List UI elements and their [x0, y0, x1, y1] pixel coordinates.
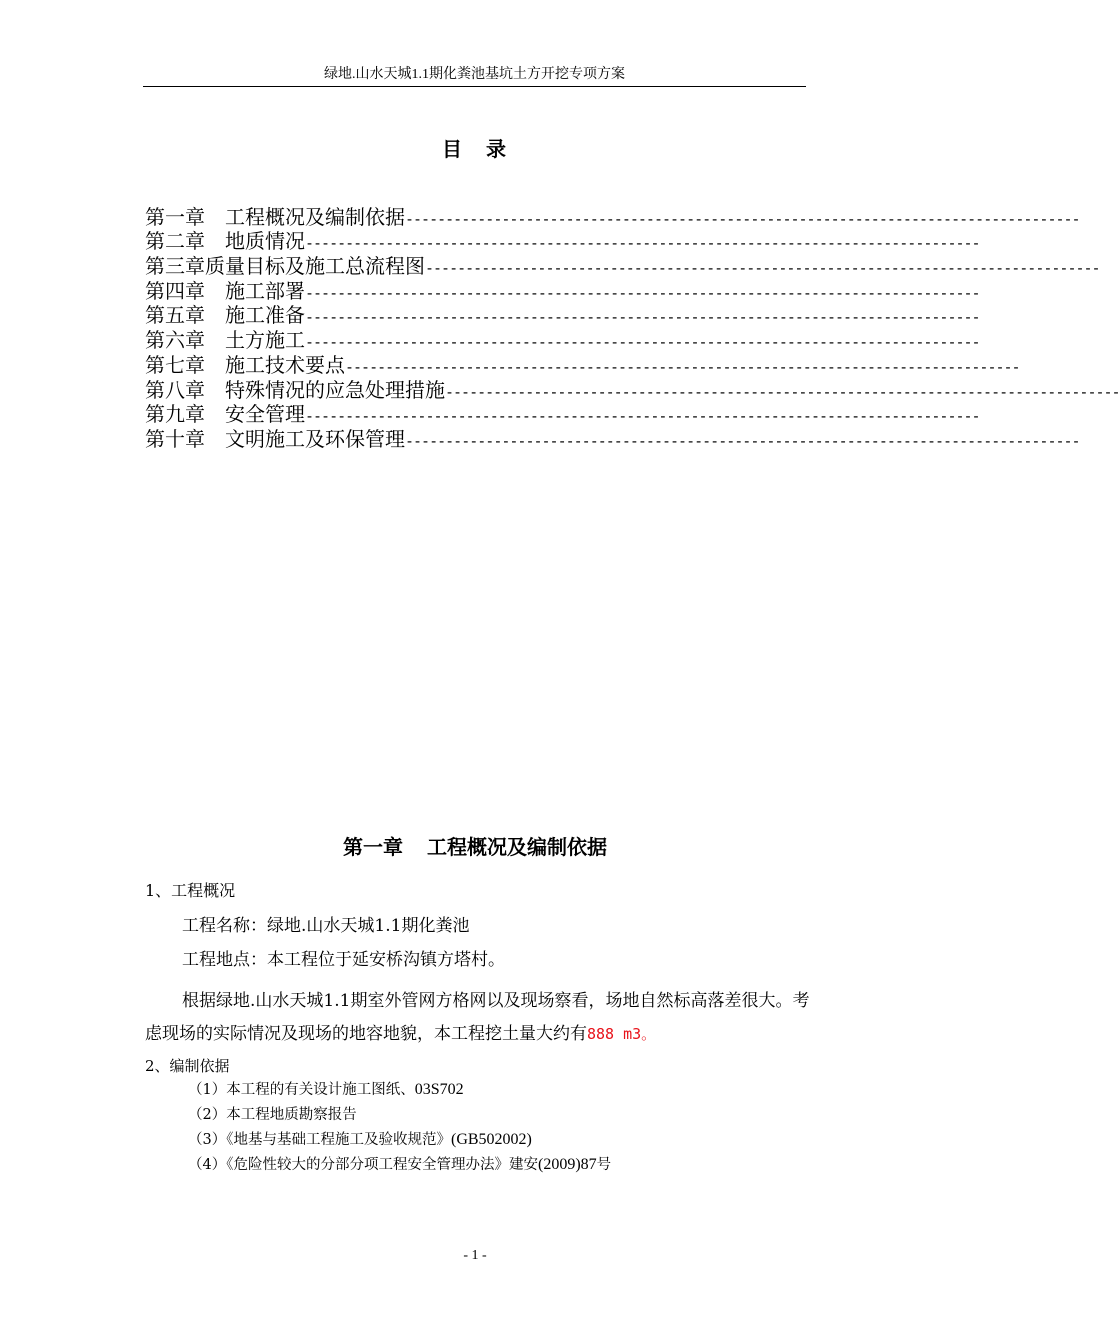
toc-sep [205, 402, 225, 426]
reference-text: （4）《危险性较大的分部分项工程安全管理办法》建安 [188, 1157, 538, 1173]
reference-code: (GB502002) [450, 1131, 532, 1148]
toc-entry[interactable] [145, 303, 980, 328]
toc-leader: ------------------------------------------------------------------------------------ [305, 308, 980, 327]
toc-sep [205, 205, 225, 229]
toc-chapter: 第十章 [145, 426, 205, 451]
section-heading: 2、编制依据 [145, 1057, 230, 1075]
page-header [143, 66, 806, 87]
toc-name: 地质情况 [225, 229, 305, 254]
toc-entry[interactable] [145, 352, 1020, 377]
toc-name: 施工技术要点 [225, 352, 345, 377]
project-name: 工程名称：绿地.山水天城1.1期化粪池 [182, 916, 470, 936]
toc-sep [205, 353, 225, 377]
reference-code: 03S702 [414, 1081, 464, 1098]
toc-entry[interactable] [145, 278, 980, 303]
toc-chapter: 第八章 [145, 377, 205, 402]
reference-text: （2）本工程地质勘察报告 [188, 1107, 357, 1123]
toc-chapter: 第七章 [145, 352, 205, 377]
toc-chapter: 第六章 [145, 328, 205, 353]
reference-item [188, 1106, 357, 1124]
toc-title-part: 目 [442, 137, 464, 161]
reference-text: （1）本工程的有关设计施工图纸、 [188, 1082, 415, 1098]
toc-sep [205, 279, 225, 303]
reference-code: (2009)87 [537, 1156, 597, 1173]
overview-paragraph [145, 985, 810, 1051]
chapter-name: 工程概况及编制依据 [427, 835, 607, 859]
toc-entry[interactable] [145, 229, 980, 254]
toc-sep [205, 229, 225, 253]
toc-entry[interactable] [145, 253, 1100, 279]
toc-title-part: 录 [486, 137, 508, 161]
toc-chapter: 第二章 [145, 229, 205, 254]
toc-leader: ------------------------------------------------------------------------------------ [345, 357, 1020, 376]
reference-item [188, 1156, 611, 1174]
toc-name: 安全管理 [225, 402, 305, 427]
toc-name: 土方施工 [225, 328, 305, 353]
page-number: - 1 - [463, 1248, 487, 1263]
toc-entry[interactable] [145, 377, 1120, 402]
toc-chapter: 第九章 [145, 402, 205, 427]
toc-chapter: 第五章 [145, 303, 205, 328]
toc-leader: ------------------------------------------------------------------------------------ [305, 333, 980, 352]
toc-chapter: 第一章 [145, 204, 205, 229]
toc-name: 工程概况及编制依据 [225, 204, 405, 229]
toc-entry[interactable] [145, 204, 1080, 229]
toc-leader: ------------------------------------------------------------------------------------ [305, 234, 980, 253]
toc-sep [205, 378, 225, 402]
reference-item [188, 1081, 464, 1099]
toc-leader: ------------------------------------------------------------------------------------ [305, 407, 980, 426]
toc-chapter: 第四章 [145, 278, 205, 303]
toc-sep [205, 303, 225, 327]
toc-leader: ------------------------------------------------------------------------------------ [445, 382, 1120, 401]
chapter-number: 第一章 [343, 835, 403, 859]
project-location: 工程地点：本工程位于延安桥沟镇方塔村。 [182, 950, 505, 970]
section-heading: 1、工程概况 [145, 881, 236, 900]
toc-name: 施工准备 [225, 303, 305, 328]
toc-entry[interactable] [145, 402, 980, 427]
reference-text: （3）《地基与基础工程施工及验收规范》 [188, 1132, 451, 1148]
toc-sep [205, 328, 225, 352]
toc-chapter: 第三章 [145, 254, 205, 279]
toc-name: 特殊情况的应急处理措施 [225, 377, 445, 402]
toc-leader: ------------------------------------------------------------------------------------ [405, 431, 1080, 450]
toc-leader: ------------------------------------------------------------------------------------ [305, 283, 980, 302]
toc-name: 质量目标及施工总流程图 [205, 254, 425, 279]
toc-entry[interactable] [145, 327, 980, 353]
toc-name: 文明施工及环保管理 [225, 426, 405, 451]
toc-entry[interactable] [145, 426, 1080, 451]
reference-suffix: 号 [596, 1157, 612, 1173]
overview-text: 根据绿地.山水天城1.1期室外管网方格网以及现场察看，场地自然标高落差很大。考虑现场的实际情况及现场的地容地貌，本工程挖土量大约有 [145, 991, 810, 1044]
toc-title [0, 133, 950, 162]
table-of-contents [145, 204, 1120, 451]
toc-sep [205, 427, 225, 451]
toc-leader: ------------------------------------------------------------------------------------ [425, 259, 1100, 278]
header-title: 绿地.山水天城1.1期化粪池基坑土方开挖专项方案 [324, 67, 625, 82]
toc-name: 施工部署 [225, 278, 305, 303]
chapter-title [0, 831, 950, 860]
reference-item [188, 1131, 532, 1149]
toc-leader: ------------------------------------------------------------------------------------ [405, 209, 1080, 228]
excavation-volume: 888 m3。 [587, 1025, 657, 1043]
